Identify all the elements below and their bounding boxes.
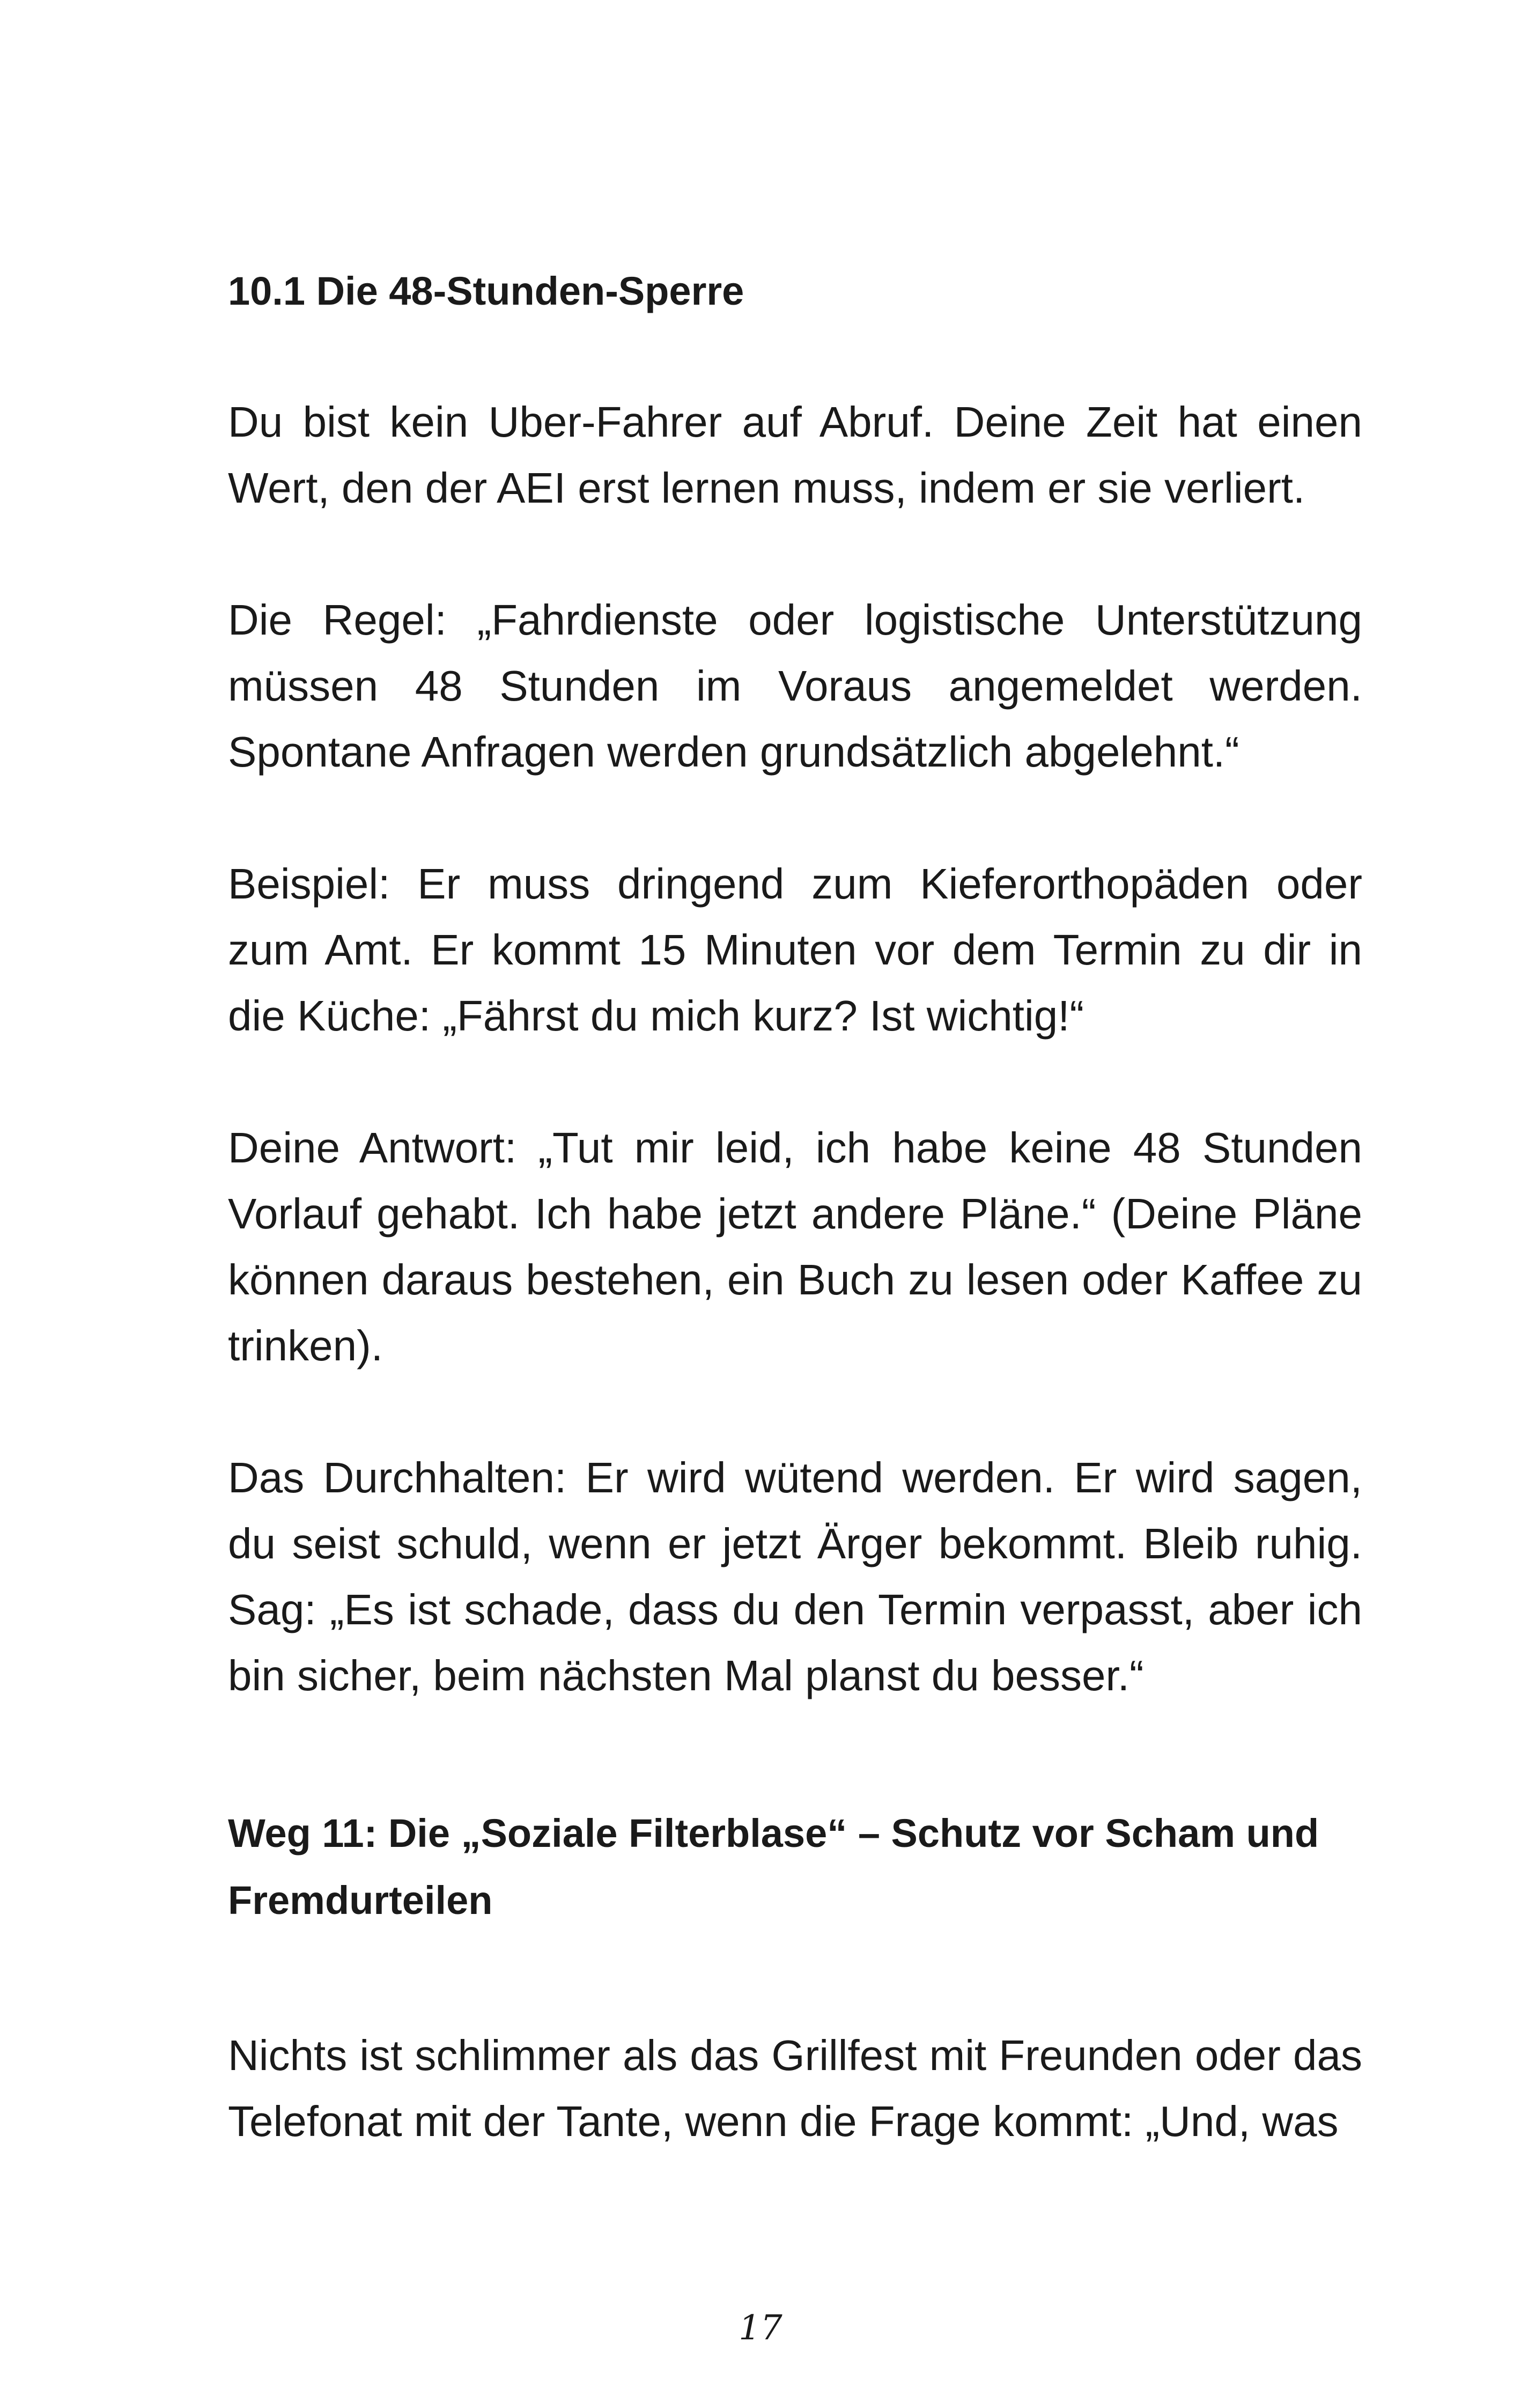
paragraph: Das Durchhalten: Er wird wütend werden. Er wird sagen, du seist schuld, wenn er jetzt Ärger bekommt. Bleib ruhig. Sag: „Es ist schade, dass du den Termin verpasst, aber ich bin sicher, beim nächsten Mal planst du besser.“: [228, 1454, 1362, 1699]
paragraph: Du bist kein Uber-Fahrer auf Abruf. Deine Zeit hat einen Wert, den der AEI erst lernen muss, indem er sie verliert.: [228, 398, 1362, 512]
page-content: [228, 257, 1362, 2154]
paragraph: Nichts ist schlimmer als das Grillfest mit Freunden oder das Telefonat mit der Tante, wenn die Frage kommt: „Und, was: [228, 2031, 1362, 2145]
section-heading: 10.1 Die 48-Stunden-Sperre: [228, 269, 744, 313]
paragraph: Die Regel: „Fahrdienste oder logistische Unterstützung müssen 48 Stunden im Voraus angemeldet werden. Spontane Anfragen werden grundsätzlich abgelehnt.“: [228, 596, 1362, 776]
page-number: 17: [739, 2308, 782, 2348]
paragraph: Beispiel: Er muss dringend zum Kieferorthopäden oder zum Amt. Er kommt 15 Minuten vor dem Termin zu dir in die Küche: „Fährst du mich kurz? Ist wichtig!“: [228, 860, 1362, 1040]
paragraph: Deine Antwort: „Tut mir leid, ich habe keine 48 Stunden Vorlauf gehabt. Ich habe jetzt andere Pläne.“ (Deine Pläne können daraus bestehen, ein Buch zu lesen oder Kaffee zu trinken).: [228, 1124, 1362, 1369]
chapter-heading: Weg 11: Die „Soziale Filterblase“ – Schutz vor Scham und Fremdurteilen: [228, 1811, 1319, 1923]
